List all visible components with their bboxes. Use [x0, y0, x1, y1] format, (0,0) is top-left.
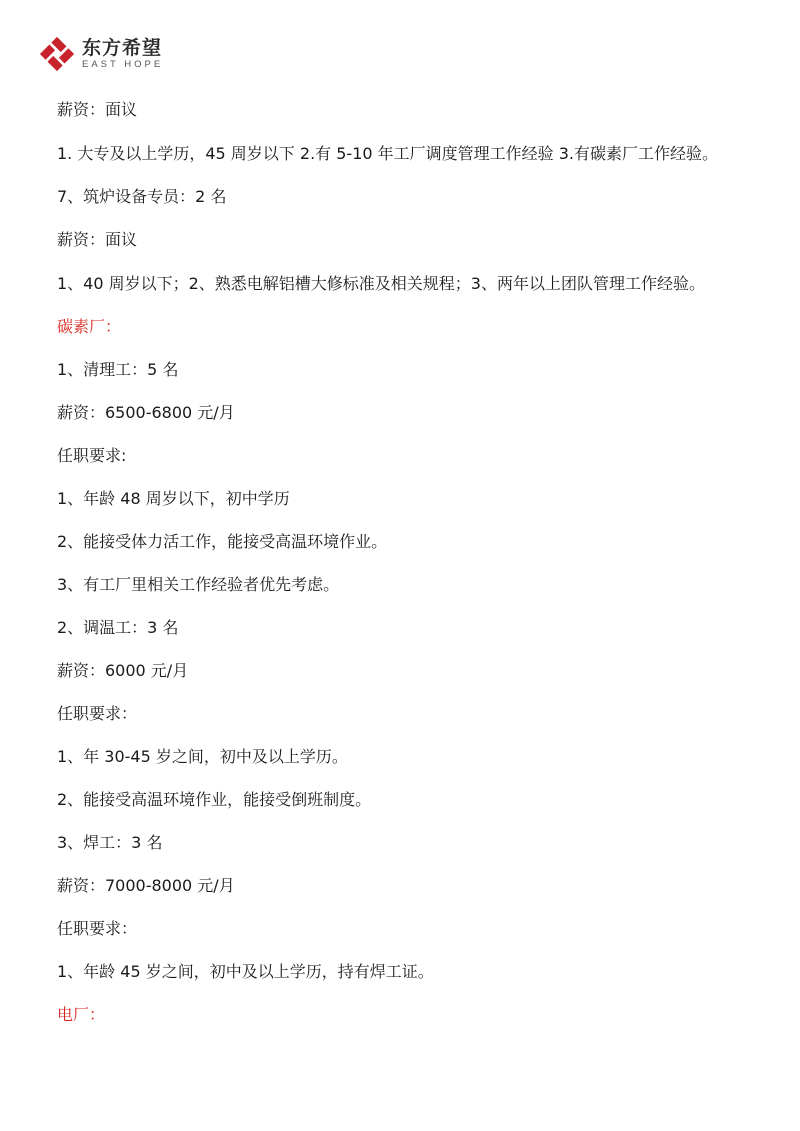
logo-chinese-name: 东方希望 [82, 37, 163, 59]
logo-english-name: EAST HOPE [82, 59, 164, 70]
position-title: 2、调温工：3 名 [57, 618, 179, 637]
requirement-line: 2、能接受体力活工作，能接受高温环境作业。 [57, 532, 388, 551]
requirement-line: 1、年 30-45 岁之间，初中及以上学历。 [57, 747, 348, 766]
position-title: 1、清理工：5 名 [57, 360, 179, 379]
logo-text [82, 37, 163, 71]
salary-line: 薪资：6500-6800 元/月 [57, 403, 235, 422]
salary-line: 薪资：面议 [57, 100, 138, 119]
requirement-line: 1. 大专及以上学历，45 周岁以下 2.有 5-10 年工厂调度管理工作经验 3.有碳素厂工作经验。 [57, 144, 718, 163]
east-hope-logo-icon [38, 35, 76, 73]
requirements-heading: 任职要求： [57, 919, 138, 938]
requirement-line: 1、40 周岁以下；2、熟悉电解铝槽大修标准及相关规程；3、两年以上团队管理工作经验。 [57, 274, 705, 293]
position-title: 3、焊工：3 名 [57, 833, 163, 852]
salary-line: 薪资：6000 元/月 [57, 661, 189, 680]
section-heading-power-plant: 电厂： [57, 1005, 106, 1024]
requirements-heading: 任职要求： [57, 704, 138, 723]
document-body [57, 99, 757, 1047]
requirements-heading: 任职要求: [57, 446, 127, 465]
salary-line: 薪资：7000-8000 元/月 [57, 876, 235, 895]
salary-line: 薪资：面议 [57, 230, 138, 249]
section-heading-carbon-plant: 碳素厂： [57, 317, 122, 336]
requirement-line: 2、能接受高温环境作业，能接受倒班制度。 [57, 790, 372, 809]
header [38, 30, 163, 78]
requirement-line: 3、有工厂里相关工作经验者优先考虑。 [57, 575, 340, 594]
requirement-line: 1、年龄 48 周岁以下，初中学历 [57, 489, 290, 508]
requirement-line: 1、年龄 45 岁之间，初中及以上学历，持有焊工证。 [57, 962, 434, 981]
position-title: 7、筑炉设备专员：2 名 [57, 187, 227, 206]
